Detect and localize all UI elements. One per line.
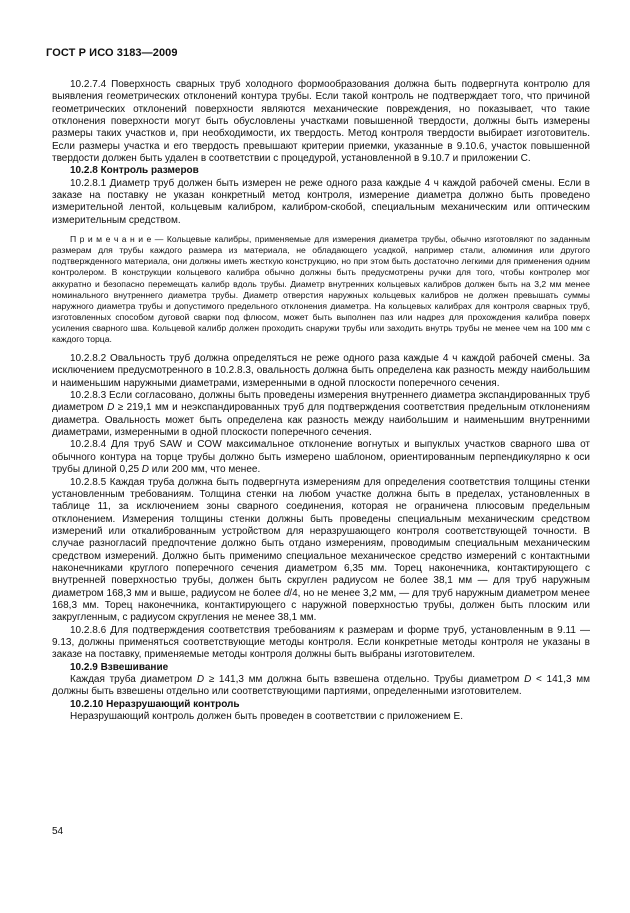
paragraph-10-2-8-6: 10.2.8.6 Для подтверждения соответствия требованиям к размерам и форме труб, установленным в 9.11 — 9.13, должны применяться соответствующие методы контроля. Если конкретные методы контроля не указаны в заказе на поставку, применяемые методы контроля должны быть выбраны изготовителем. — [52, 624, 590, 661]
note-block — [52, 234, 590, 345]
document-header: ГОСТ Р ИСО 3183—2009 — [46, 47, 178, 59]
variable-d: D — [107, 402, 115, 414]
text-run: 10.2.8.5 Каждая труба должна быть подвергнута измерениям для определения соответствия толщины стенки установленным требованиям. Толщина стенки на любом участке должна быть в пределах, установленных в таблице 11, за исключением зоны сварного соединения, которая не ограничена плюсовым предельным отклонением. Измерения толщины стенки должны быть проведены специальным механическим средством измерений или откалиброванным устройством для неразрушающего контроля соответствующей точности. В случае разногласий предпочтение должно быть отдано измерениям, проводимым специальным механическим средством измерений. Должно быть применимо специальное механическое средство измерений с контактными наконечниками круглого поперечного сечения диаметром 6,35 мм. Торец наконечника, контактирующего с внутренней поверхностью трубы, должен быть скруглен радиусом не более 38,1 мм — для труб наружным диаметром 168,3 мм и выше, радиусом не более — [52, 476, 590, 599]
paragraph-10-2-8-4 — [52, 439, 590, 476]
text-run: Каждая труба диаметром — [70, 674, 197, 685]
text-run: /4, но не менее 3,2 мм, — для труб наружным диаметром менее 168,3 мм. Торец наконечника, контактирующего с наружной поверхностью трубы, должен быть плоским или закругленным, с радиусом скругления не менее 38,1 мм. — [52, 587, 590, 624]
variable-d: D — [141, 464, 150, 476]
note-paragraph — [52, 234, 590, 345]
heading-10-2-10: 10.2.10 Неразрушающий контроль — [70, 698, 240, 710]
page-number: 54 — [52, 826, 64, 837]
variable-d: D — [524, 674, 532, 685]
paragraph-10-2-8-1: 10.2.8.1 Диаметр труб должен быть измерен не реже одного раза каждые 4 ч каждой рабочей смены. Если в заказе на поставку не указан конкретный метод контроля, измерение диаметра должно быть проведено измерительной лентой, кольцевым калибром, калибром-скобой, специальным механическим или оптическим измерительным средством. — [52, 177, 590, 226]
text-run: ≥ 219,1 мм и неэкспандированных труб для подтверждения соответствия предельным отклонениям диаметра. Овальность может быть определена как разность между наибольшим и наименьшим внутренними диаметрами, измеренными в одной плоскости поперечного сечения. — [52, 402, 590, 439]
variable-d-small: d — [283, 587, 290, 599]
paragraph-10-2-8-3 — [52, 390, 590, 439]
paragraph-10-2-7-4: 10.2.7.4 Поверхность сварных труб холодного формообразования должна быть подвергнута контролю для выявления геометрических отклонений контура трубы. Если такой контроль не подтверждает того, что причиной геометрических отклонений поверхности являются механические повреждения, но показывает, что такие отклонения поверхности могут быть обусловлены участками повышенной твердости, должны быть измерены размеры таких участков и, при необходимости, их твердость. Метод контроля твердости выбирает изготовитель. Если размеры участка и его твердость превышают критерии приемки, указанные в 9.10.6, участок повышенной твердости должен быть удален в соответствии с процедурой, установленной в 9.10.7 и приложении С. — [52, 79, 590, 165]
paragraph-10-2-10: Неразрушающий контроль должен быть проведен в соответствии с приложением Е. — [70, 711, 463, 723]
heading-10-2-9: 10.2.9 Взвешивание — [70, 661, 169, 673]
text-run: < 141,3 мм должны быть взвешены отдельно или соответствующими партиями, определенными изготовителем. — [52, 674, 590, 698]
text-run: или 200 мм, что менее. — [149, 464, 261, 476]
text-run: ≥ 141,3 мм должна быть взвешена отдельно. Трубы диаметром — [204, 674, 525, 685]
paragraph-10-2-8-5 — [52, 477, 590, 625]
text-run: 10.2.8.3 Если согласовано, должны быть проведены измерения внутреннего диаметра экспандированных труб диаметром — [52, 390, 590, 414]
heading-10-2-8: 10.2.8 Контроль размеров — [70, 165, 199, 177]
text-run: 10.2.8.4 Для труб SAW и COW максимальное отклонение вогнутых и выпуклых участков сварного шва от обычного контура на торце трубы должно быть измерено шаблоном, ориентированным перпендикулярно к оси трубы длиной 0,25 — [52, 439, 590, 476]
document-body — [52, 79, 590, 723]
paragraph-10-2-8-2: 10.2.8.2 Овальность труб должна определяться не реже одного раза каждые 4 ч каждой рабочей смены. За исключением предусмотренного в 10.2.8.3, овальность должна быть определена как разность между наибольшим и наименьшим наружными диаметрами, измеренными в одной плоскости поперечного сечения. — [52, 353, 590, 389]
note-label: П р и м е ч а н и е — [70, 234, 152, 245]
paragraph-10-2-9 — [52, 674, 590, 699]
note-text: — Кольцевые калибры, применяемые для измерения диаметра трубы, обычно изготовляют по заданным размерам для трубы каждого размера из материала, не обладающего усадкой, например стали, алюминия или другого подтвержденного материала, они должны иметь жесткую конструкцию, но при этом быть достаточно легкими для применения одним контролером. В конструкции кольцевого калибра обычно должны быть предусмотрены ручки для того, чтобы контролер мог аккуратно и безопасно перемещать калибр вдоль трубы. Диаметр внутренних кольцевых калибров должен быть на 3,2 мм менее номинального внутреннего диаметра трубы. Диаметр отверстия наружных кольцевых калибров не должен превышать суммы наружного диаметра трубы и допустимого предельного отклонения диаметра. На кольцевых калибрах для контроля сварных труб, изготовленных способом дуговой сварки под флюсом, может быть выполнен паз или надрез для прохождения калибра поверх усиления сварного шва. Кольцевой калибр должен проходить снаружи трубы или заходить внутрь трубы не менее чем на 100 мм с каждого торца. — [52, 234, 590, 344]
variable-d: D — [196, 674, 205, 685]
